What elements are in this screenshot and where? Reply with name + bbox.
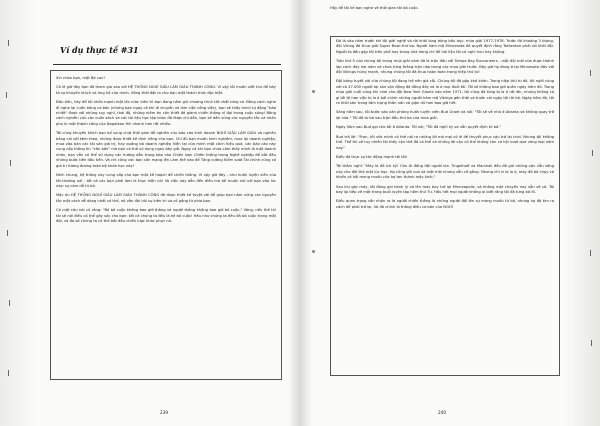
paragraph: Đội bóng tuyệt vời của chúng tôi đang trở nên già cỗi. Chúng tôi đã gặp khó khăn. Trong hiệp thứ tư đó, tôi ngồi cùng với cả 47.000 người tại sân vận động đã đồng đẩy và la ó mọi đuổi tôi. Tôi sẽ không bao giờ quên ngày hôm đó. Trong mùa giải cuối cùng khi chơi cho đội New York Giants vào năm 1971, tôi cũng đã từng bị la ó rất lớn, nhưng không có gì tồi tệ hơn việc bị la ó bởi chính những người hâm mộ Vikings gần thời và trước cái ngày tôi rời bỏ. Ngày hôm đó, tôi ra khỏi sân trong tâm trạng thôn nản và giận dữ hơn bao giờ hết. [336, 79, 554, 106]
scan-mark [590, 250, 591, 256]
paragraph: Tôi cũng khuyến khích bạn bổ sung chút thời gian để nghiên cứu báo cáo kinh doanh NGHĨ GIẢU LÀM GIÀU và nghiên bằng cái với kèm theo, những được thiết kế định riêng cho bạn. Chỉ đủ bạn muốn kinh nghiệm, mua lại doanh nghiệp, mua vào bán các tài sản giá trị, hay quảng bá doanh nghiệp hiện tại của mình một cách hiệu quả, các báo cáo này cung cấp thông tin "cần bản" mà bạn có thể sử dụng ngay bây giờ. Ngay cả khi bạn chưa cảm thấy mình là một doanh nhân, bạn vẫn có thể sử dụng các hướng dẫn trong báo cáo Chiến lược Chiến thắng trong Nghề nghiệp để bắt đầu những bước tiến đầu tiên. Và chỉ cũng các bạn cần mạng lên Làm thế nào để Tăng cường Kiểm soát Tài chính cũng có giá trị tương đương toàn bộ khóa học này! [56, 131, 276, 168]
paragraph: Trận thứ 5 của chúng tôi trong mùa giải năm đó là trận đấu với Tampa Bay Buccaneers - một đội mới vừa được thành lập cách đây hai năm và chưa từng thắng trận nào trong các mùa giải trước. Bây giờ họ đang ở tại Minnesota đấu với đội Vikings hùng mạnh, nhưng chúng tôi đã thua hoàn toàn trong hiệp thứ tư! [336, 59, 554, 75]
paragraph: Có một câu nói cũ rằng: "Bỏ bố cuộc không bao giờ thắng và người thắng không bao giờ bỏ cuộc." Vâng, nếu thế thì tôi sẽ nói điều có thể gây sốc cho bạn: tất cả chúng ta đều là kẻ bỏ cuộc! Hầu như chúng ta đều đã bỏ cuộc trong một đời, và đa số chúng ta có thể bắt đầu chiến lược khác phục nó. [56, 208, 276, 223]
paragraph: Mặc dù HỆ THỐNG NGHĨ GIẢU LÀM GIÀU THÀNH CÔNG đã được thiết kế tuyệt vời để giúp bạn nắm vững các nguyên tắc một cách dễ dàng nhất có thể, nó vẫn đòi hỏi sự kiên trì và cố gắng từ phía bạn. [56, 193, 276, 203]
paragraph: Bud trả lời: "Fran, tôi ước mình có thể nói ra những lời mà mọi có lẽ để thuyết phục cậu trở lại chơi. Nhưng tôi không thể. Thế thì vẽ tuy nhiên tôi thấy cậu thế đã có thể và những lời cậu có thể không còn cơ hội vượt qua vòng loại năm nay." [336, 134, 554, 150]
scan-speck [312, 90, 315, 93]
paragraph: Ngày hôm sau Bud gọi cho tôi ở Atlanta. Tôi nói, "Tôi đã nghĩ kỹ và vẫn quyết định từ bỏ." [336, 125, 502, 130]
paragraph: Sau khi gác máy, tôi đóng gói hành lý và lên máy bay trở lại Minneapolis, và không một chuyến nay vẫn về cả. Tôi bay lại tiếp về một trong buổi luyện tập hôm thứ Tư. Hầu hết mọi người không ai biết rằng tôi đã từng bỏ đi. [336, 184, 554, 194]
paragraph: Đó là vào năm trước khi tôi giải nghệ và rời khỏi làng bóng bầu dục: mùa giải 1977-1978. Trước đó khoảng 3 tháng, đội Viking đã thua giải Super Bowl thứ ba. Người hâm mộ Minnesota đã quyết định rằng Tarkenton phải rời khỏi đội. Người ta đều gặp tôi trên phố hay trong nhà hàng chỉ để hỏi liệu tôi có nghỉ hưu hay không. [336, 39, 554, 54]
scan-mark [590, 70, 591, 76]
continued-line [330, 6, 560, 11]
letter-box [50, 70, 282, 380]
paragraph: Sáng hôm sau, tôi bước vào văn phòng huấn luyện viên Bud Grant và nói: "Tôi sẽ về nhà ở Atlanta và không quay trở lại nữa." Tôi đã từ bỏ sau trận đấu thứ ba của mùa giải. [336, 110, 554, 120]
paragraph: Tôi thầm nghĩ: "Mày là đồ ích kỷ! Còn Ái đồng đội người kia. Tingelhoff và Marshall đều đã gửi những vận vẫn sống này cho đôi thỏ một lúc học. Họ cũng gửi cưa và một môi nhưng vẫn cố gắng. Nhưng chỉ vì bị la ó, mày đã bỏ chạy và khiến cả hội mong muốn của họ tan thành mây khói." [336, 164, 554, 180]
paragraph: Điều đó thực sự tác động mạnh tới tôi! [336, 154, 408, 159]
page-number: 240 [438, 410, 446, 415]
paragraph: Hãy để tôi kể bạn nghe về thời gian tôi bỏ cuộc. [330, 6, 419, 10]
paragraph: Nhìn chung, hệ thống này cung cấp cho bạn một kế hoạch để chiến thắng. Vì vậy giờ đây - như huấn luyện viên của tôi thường nói - tất cả các bạn phải làm là thực hiện nó! Và việc này dẫn đến điều mà tôi muốn nói với bạn vào lúc này: sự cám dỗ từ bỏ. [56, 173, 276, 188]
paragraph: Có lẽ giờ đây bạn đã tham gia vào với HỆ THỐNG NGHỈ GIẢU LÀM GIÀU THÀNH CÔNG. Vì vậy tôi muốn viết thư để bày tỏ sự khuyến khích và ủng hộ của mình, đồng thời đặt ra cho bạn một thách thức đặc biệt. [56, 85, 276, 95]
scan-speck [312, 250, 315, 253]
paragraph: Đầu tiên, hãy để tôi nhấn mạnh một lần nữa: kiên trì bạn đang nắm giữ chương trình tốt nhất từng có. Bằng cách nghe đi nghe lại cuốn băng cơ bản (những bạn ngay cả khi đi chuyển và làm việc công việc), bạn sẽ thấy mình tự động "bảo nhiệt" được với những suy nghĩ, thái độ, những niềm tin cần thiết để giành chiến thắng vĩ đại trong cuộc sống! Bằng cách nghiên cứu các cuốn sách và các tài liệu học tập khác đã được chỉ dẫn, bạn sẽ dần vững các nguyên tắc và nhân phù kì một thành công của Napoleon Hill nhanh hơn rất nhiều. [56, 100, 276, 126]
page-title: Ví dụ thực tế #31 [60, 45, 139, 55]
paragraph: Xin chào bạn, một Bà con! [56, 76, 105, 80]
paragraph: Điều quan trọng cần nhận ra là người chiến thắng là những người đối lên sự mong muốn từ bỏ, nhưng họ đã tìm ra cách để phải trở lại. Và đó chính là thắng điều cơ bản của NGHĨ [336, 199, 554, 209]
page-number: 239 [160, 410, 168, 415]
scan-mark [592, 150, 593, 156]
scan-mark [591, 340, 592, 346]
letter-box [330, 36, 560, 376]
title-rule [53, 64, 281, 65]
